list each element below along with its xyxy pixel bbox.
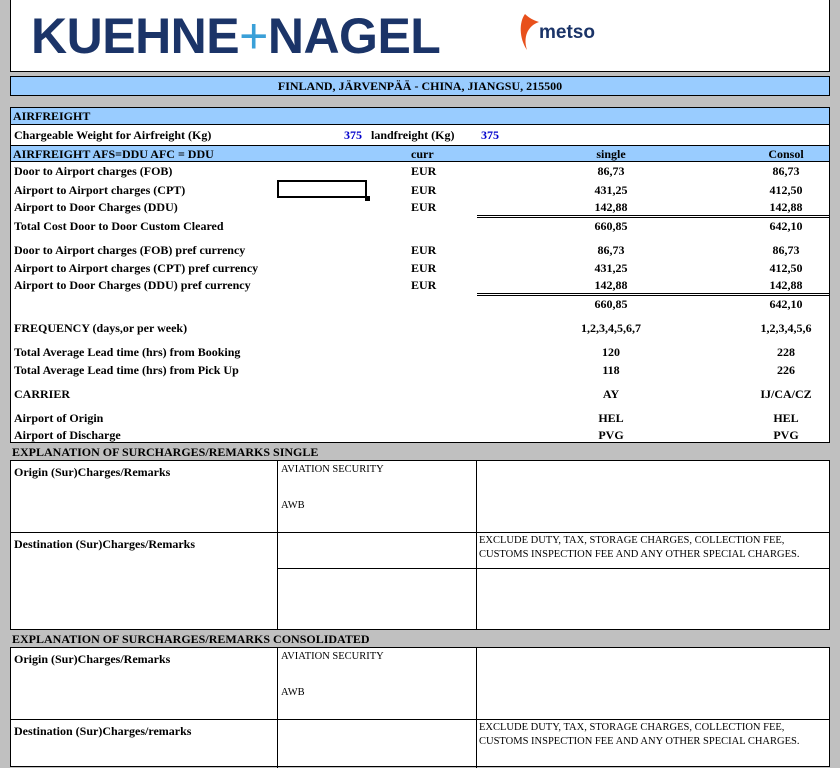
row-airport-to-door-label: Airport to Door Charges (DDU) [14,200,178,214]
selection-handle[interactable] [365,196,370,201]
airport-origin-label: Airport of Origin [14,411,104,425]
total-cost-label: Total Cost Door to Door Custom Cleared [14,219,224,233]
row-door-to-airport-single: 86,73 [597,164,625,178]
landfreight-label: landfreight (Kg) [371,128,455,142]
airport-discharge-single: PVG [598,428,624,442]
carrier-single: AY [602,387,620,401]
carrier-consol: IJ/CA/CZ [760,387,812,401]
kn-logo-plus: + [239,8,268,64]
header-label: AIRFREIGHT AFS=DDU AFC = DDU [13,147,214,161]
kuehne-nagel-logo [31,6,441,66]
pref-door-to-airport-curr: EUR [411,243,437,257]
frequency-label: FREQUENCY (days,or per week) [14,321,188,335]
airfreight-section [10,107,830,443]
airfreight-section-label: AIRFREIGHT [11,108,829,125]
pref-door-to-airport-single: 86,73 [597,243,625,257]
metso-logo [517,12,607,54]
row-airport-to-airport-single: 431,25 [594,183,628,197]
chargeable-weight-label: Chargeable Weight for Airfreight (Kg) [14,128,212,142]
consol-origin-note-1: AVIATION SECURITY [281,651,384,662]
row-airport-to-door-consol: 142,88 [769,200,803,214]
pref-airport-to-airport-single: 431,25 [594,261,628,275]
lead-booking-single: 120 [602,345,620,359]
single-destination-note: EXCLUDE DUTY, TAX, STORAGE CHARGES, COLLECTION FEE, CUSTOMS INSPECTION FEE AND ANY OTHER SPECIAL CHARGES. [479,535,800,560]
consol-remarks-title: EXPLANATION OF SURCHARGES/REMARKS CONSOLIDATED [12,632,370,646]
logo-header [10,0,830,72]
consol-col-divider-1 [277,648,278,768]
airport-origin-single: HEL [598,411,624,425]
pref-total-single: 660,85 [594,297,628,311]
pref-door-to-airport-label: Door to Airport charges (FOB) pref currency [14,243,246,257]
pref-airport-to-door-consol: 142,88 [769,278,803,292]
lead-booking-label: Total Average Lead time (hrs) from Booking [14,345,241,359]
chargeable-weight-value[interactable]: 375 [344,128,362,142]
pref-total-divider [477,293,829,294]
single-origin-note-1: AVIATION SECURITY [281,464,384,475]
total-cost-single: 660,85 [594,219,628,233]
carrier-label: CARRIER [14,387,71,401]
consol-origin-note-2: AWB [281,687,305,698]
frequency-consol: 1,2,3,4,5,6 [760,321,812,335]
single-col-divider-2 [476,461,477,629]
row-airport-to-door-curr: EUR [411,200,437,214]
pref-airport-to-airport-label: Airport to Airport charges (CPT) pref currency [14,261,259,275]
header-consol: Consol [768,147,804,161]
kn-logo-part2: NAGEL [267,8,441,64]
row-airport-to-airport-consol: 412,50 [769,183,803,197]
total-divider [477,215,829,216]
single-remarks-table [10,460,830,630]
single-col-divider-1 [277,461,278,629]
consol-destination-label: Destination (Sur)Charges/remarks [14,724,192,738]
row-door-to-airport-curr: EUR [411,164,437,178]
single-origin-note-2: AWB [281,500,305,511]
route-title: FINLAND, JÄRVENPÄÄ - CHINA, JIANGSU, 215500 [10,76,830,96]
landfreight-value[interactable]: 375 [481,128,499,142]
consol-origin-label: Origin (Sur)Charges/Remarks [14,652,171,666]
total-cost-consol: 642,10 [769,219,803,233]
lead-booking-consol: 228 [777,345,795,359]
lead-pickup-single: 118 [602,363,620,377]
metso-wordmark: metso [539,22,595,43]
consol-remarks-table [10,647,830,767]
pref-airport-to-door-label: Airport to Door Charges (DDU) pref currency [14,278,251,292]
lead-pickup-consol: 226 [777,363,795,377]
single-remarks-title: EXPLANATION OF SURCHARGES/REMARKS SINGLE [12,445,319,459]
pref-airport-to-door-curr: EUR [411,278,437,292]
row-door-to-airport-consol: 86,73 [772,164,800,178]
consol-destination-note: EXCLUDE DUTY, TAX, STORAGE CHARGES, COLLECTION FEE, CUSTOMS INSPECTION FEE AND ANY OTHER SPECIAL CHARGES. [479,722,800,747]
single-origin-label: Origin (Sur)Charges/Remarks [14,465,171,479]
kn-logo-part1: KUEHNE [31,8,240,64]
selected-cell[interactable] [277,180,367,198]
consol-col-divider-2 [476,648,477,768]
pref-total-consol: 642,10 [769,297,803,311]
row-airport-to-airport-label: Airport to Airport charges (CPT) [14,183,186,197]
single-dest-row-divider [278,568,829,569]
airport-origin-consol: HEL [773,411,799,425]
pref-airport-to-airport-curr: EUR [411,261,437,275]
single-destination-label: Destination (Sur)Charges/Remarks [14,537,195,551]
pref-door-to-airport-consol: 86,73 [772,243,800,257]
pref-airport-to-door-single: 142,88 [594,278,628,292]
row-airport-to-airport-curr: EUR [411,183,437,197]
row-door-to-airport-label: Door to Airport charges (FOB) [14,164,173,178]
frequency-single: 1,2,3,4,5,6,7 [581,321,641,335]
row-airport-to-door-single: 142,88 [594,200,628,214]
header-single: single [596,147,626,161]
airfreight-table-header [11,145,829,162]
pref-airport-to-airport-consol: 412,50 [769,261,803,275]
airport-discharge-consol: PVG [773,428,799,442]
header-curr: curr [411,147,434,161]
lead-pickup-label: Total Average Lead time (hrs) from Pick Up [14,363,239,377]
airport-discharge-label: Airport of Discharge [14,428,121,442]
